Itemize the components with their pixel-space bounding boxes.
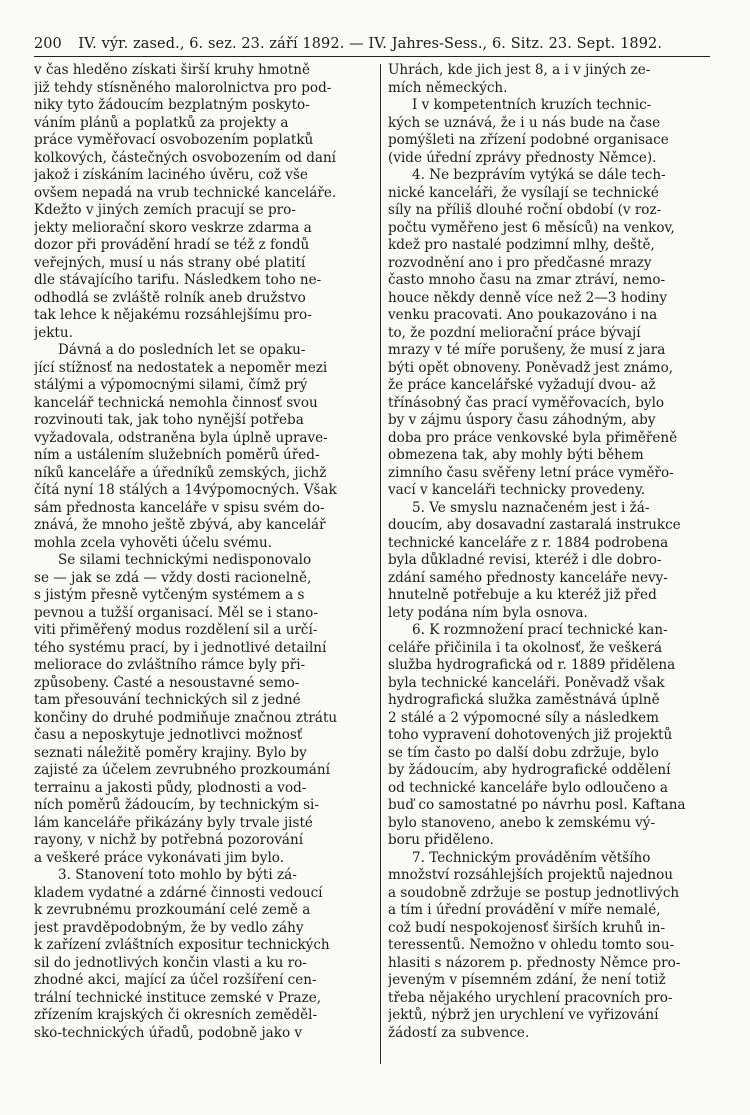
text-line: toho vypravení dohotovených již projektů (388, 727, 673, 743)
text-line: a soudobně zdržuje se postup jednotlivých (388, 884, 680, 901)
text-line: zřízením krajských či okresních zeměděl- (34, 1007, 318, 1023)
text-line: seznati náležitě poměry krajiny. Bylo by (34, 744, 307, 761)
text-line: hydrografická služka zaměstnává úplně (388, 692, 660, 708)
text-line: se — jak se zdá — vždy dosti racionelně, (34, 569, 312, 586)
column-divider (380, 64, 381, 1064)
text-line: jekty meliorační skoro veskrze zdarma a (34, 219, 312, 236)
text-line: viti přiměřený modus rozdělení sil a určí- (34, 622, 318, 638)
text-line: sko-technických úřadů, podobně jako v (34, 1024, 303, 1041)
right-column (388, 62, 713, 1042)
text-line: rozvinouti tak, jak toho nynější potřeba (34, 412, 304, 428)
text-line: sám přednosta kanceláře v spisu svém do- (34, 499, 325, 516)
text-line: jeveným v písemném zdání, že není totiž (388, 972, 666, 988)
running-head: IV. výr. zased., 6. sez. 23. září 1892. — IV. Jahres-Sess., 6. Sitz. 23. Sept. 1892. (78, 36, 663, 52)
text-line: což budí nespokojenosť širších kruhů in- (388, 919, 666, 936)
text-line: jektů, nýbrž jen urychlení ve vyřizování (388, 1007, 659, 1023)
text-line: třínásobný čas prací vyměřovacích, bylo (388, 394, 665, 411)
text-line: znává, že mnoho ještě zbývá, aby kancelář (34, 517, 326, 533)
text-line: zdání samého přednosty kanceláře nevy- (388, 569, 668, 586)
text-line: čítá nyní 18 stálých a 14výpomocných. Však (34, 482, 337, 498)
text-line: zimního času svěřeny letní práce vyměřo- (388, 464, 674, 481)
text-line: tam přesouvání technických sil z jedné (34, 692, 301, 708)
text-line: 7. Technickým prováděním většího (412, 849, 651, 866)
text-line: by žádoucím, aby hydrografické oddělení (388, 762, 671, 778)
text-line: houce někdy denně více než 2—3 hodiny (388, 289, 667, 306)
text-line: jest pravděpodobným, že by vedlo záhy (34, 919, 304, 936)
text-line: sil do jednotlivých končin vlasti a ku ro- (34, 954, 307, 971)
text-line: Uhrách, kde jich jest 8, a i v jiných ze- (388, 62, 651, 78)
text-line: Kdežto v jiných zemích pracují se pro- (34, 202, 296, 218)
text-line: ních poměrů žádoucím, by technickým si- (34, 797, 319, 813)
text-line: byla důkladné revisi, kteréž i dle dobro- (388, 552, 662, 568)
left-column (34, 62, 371, 1042)
text-line: kolkových, částečných osvobozením od daní (34, 149, 337, 166)
text-line: práce vyměřovací osvobozením poplatků (34, 132, 314, 148)
text-line: vyžadovala, odstraněna byla úplně uprave- (34, 429, 328, 446)
text-line: byla technické kanceláři. Poněvadž však (388, 674, 665, 691)
text-line: odhodlá se zvláště rolník aneb družstvo (34, 289, 306, 306)
text-line: dle stávajícího tarifu. Následkem toho ne- (34, 272, 322, 288)
text-line: síly na příliš dlouhé roční období (v roz- (388, 202, 662, 218)
text-line: 5. Ve smyslu naznačeném jest i žá- (412, 499, 650, 516)
text-line: 4. Ne bezprávím vytýká se dále tech- (412, 167, 666, 183)
text-line: váním plánů a poplatků za projekty a (34, 114, 289, 131)
text-line: kdež pro nastalé podzimní mlhy, deště, (388, 237, 655, 253)
text-line: (vide úřední zprávy přednosty Němce). (388, 149, 657, 166)
text-line: a veškeré práce vykonávati jim bylo. (34, 849, 285, 866)
text-line: rozvodnění ano i pro předčasné mrazy (388, 254, 652, 271)
text-line: k zařízení zvláštních expositur technických (34, 937, 330, 953)
text-line: obmezena tak, aby mohly býti během (388, 447, 644, 463)
text-line: veřejných, musí u nás strany obé platití (34, 254, 306, 271)
text-line: třeba nějakého urychlení pracovních pro- (388, 989, 673, 1006)
text-line: boru přiděleno. (388, 832, 494, 848)
text-line: jící stížnosť na nedostatek a nepoměr mezi (34, 359, 328, 376)
text-line: býti opět obnoveny. Poněvadž jest známo, (388, 359, 674, 376)
text-line: mích německých. (388, 79, 508, 96)
text-line: a tím i úřední provádění v míře nemalé, (388, 902, 661, 918)
text-line: níků kanceláře a úředníků zemských, jichž (34, 464, 327, 481)
text-line: hlasiti s názorem p. přednosty Němce pro- (388, 954, 681, 971)
text-line: způsobeny. Časté a nesoustavné semo- (34, 674, 300, 691)
text-line: s jistým přesně vytčeným systémem a s (34, 587, 305, 603)
text-line: jakož i získáním laciného úvěru, což vše (34, 167, 308, 183)
text-line: doba pro práce venkovské byla přiměřeně (388, 429, 678, 446)
text-line: buď co samostatné po návrhu posl. Kaftana (388, 797, 686, 813)
text-line: bylo stanoveno, anebo k zemskému vý- (388, 814, 656, 831)
text-line: pomýšleti na zřízení podobné organisace (388, 132, 669, 148)
text-line: že práce kancelářské vyžadují dvou- až (388, 377, 656, 393)
text-line: dozor při provádění hradí se též z fondů (34, 237, 310, 253)
text-line: jektu. (34, 324, 73, 341)
text-line: teressentů. Nemožno v ohledu tomto sou- (388, 937, 675, 953)
text-line: tak lehce k nějakému rozsáhlejšímu pro- (34, 307, 312, 323)
text-line: venku pracovati. Ano poukazováno i na (388, 307, 658, 323)
page-header (34, 32, 710, 57)
text-line: zhodné akci, mající za účel rozšíření cen- (34, 972, 317, 988)
text-line: v čas hleděno získati širší kruhy hmotně (34, 62, 310, 78)
text-line: tého systému prací, by i jednotlivé detailní (34, 639, 327, 656)
text-line: již tehdy stísněného malorolnictva pro pod- (34, 79, 332, 96)
text-line: doucím, aby dosavadní zastaralá instrukce (388, 517, 681, 533)
text-line: hnutelně potřebuje a ku kteréž již před (388, 587, 657, 603)
text-line: 2 stálé a 2 výpomocné síly a následkem (388, 709, 659, 726)
text-line: mrazy v té míře porušeny, že musí z jara (388, 342, 666, 358)
text-line: ním a ustálením služebních poměrů úřed- (34, 447, 320, 463)
text-line: kých se uznává, že i u nás bude na čase (388, 114, 661, 131)
text-line: mohla zcela vyhověti účelu svému. (34, 534, 273, 551)
text-line: množství rozsáhlejších projektů najednou (388, 867, 674, 883)
text-line: často mnoho času na zmar ztráví, nemo- (388, 272, 666, 288)
text-line: I v kompetentních kruzích technic- (412, 97, 652, 113)
text-line: trální technické instituce zemské v Praze, (34, 989, 322, 1006)
text-line: stálými a výpomocnými silami, čímž prý (34, 377, 308, 393)
text-line: kladem vydatné a zdárné činnosti vedoucí (34, 884, 323, 901)
text-line: niky tyto žádoucím bezplatným poskyto- (34, 97, 310, 113)
text-line: celáře přičinila i ta okolnosť, že veškerá (388, 639, 663, 656)
text-line: času a neposkytuje jednotlivci možnosť (34, 727, 303, 743)
text-line: lám kanceláře přikázány byly trvale jisté (34, 814, 313, 831)
text-line: technické kanceláře z r. 1884 podrobena (388, 534, 669, 551)
text-line: terrainu a jakosti půdy, plodnosti a vod- (34, 779, 307, 796)
text-line: nické kanceláři, že vysílají se technické (388, 184, 659, 201)
text-line: Dávná a do posledních let se opaku- (58, 342, 306, 358)
text-line: žádostí za subvence. (388, 1024, 530, 1041)
text-line: zajisté za účelem zevrubného prozkoumání (34, 762, 330, 778)
text-line: meliorace do zvláštního rámce byly při- (34, 657, 306, 673)
text-line: se tím často po další dobu zdržuje, bylo (388, 744, 659, 761)
text-line: k zevrubnému prozkoumání celé země a (34, 902, 311, 918)
text-line: pevnou a tužší organisací. Měl se i stano- (34, 604, 318, 621)
text-line: vací v kanceláři technicky provedeny. (388, 482, 646, 498)
text-line: 6. K rozmnožení prací technické kan- (412, 622, 668, 638)
text-line: končiny do druhé podmiňuje značnou ztrátu (34, 709, 338, 726)
text-line: Se silami technickými nedisponovalo (58, 552, 312, 568)
text-line: kancelář technická nemohla činnosť svou (34, 394, 318, 411)
page-number: 200 (34, 36, 62, 52)
text-line: služba hydrografická od r. 1889 přidělena (388, 657, 676, 673)
text-line: 3. Stanovení toto mohlo by býti zá- (58, 867, 297, 883)
text-line: počtu vyměřeno jest 6 měsíců) na venkov, (388, 219, 675, 236)
text-line: by v zájmu úspory času záhodným, aby (388, 412, 656, 428)
text-line: ovšem nepadá na vrub technické kanceláře. (34, 184, 337, 201)
text-line: to, že pozdní meliorační práce bývají (388, 324, 641, 341)
text-line: lety podána ním byla osnova. (388, 604, 588, 621)
text-line: od technické kanceláře bylo odloučeno a (388, 779, 668, 796)
text-line: rayony, v nichž by potřebná pozorování (34, 832, 304, 848)
